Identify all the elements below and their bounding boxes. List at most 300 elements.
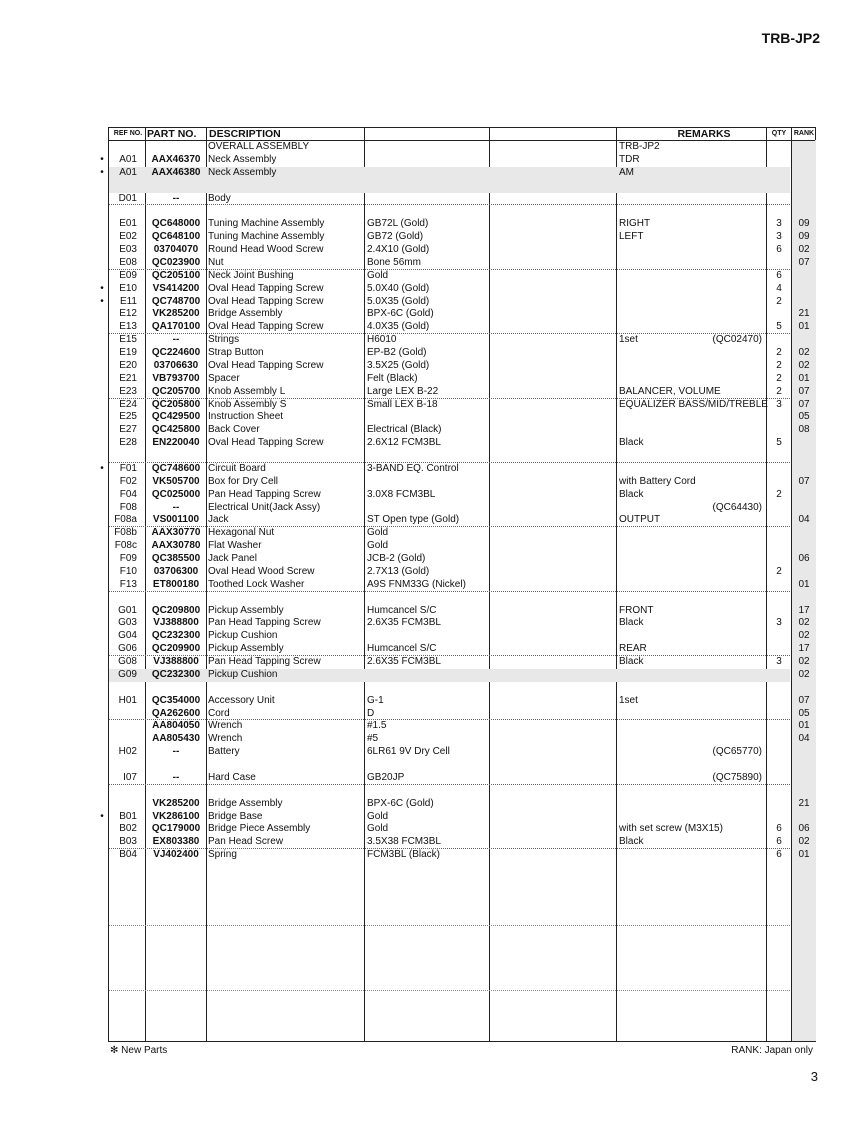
table-row [109, 476, 815, 489]
rank-cell: 06 [798, 553, 810, 564]
header-part-no: PART NO. [147, 128, 197, 140]
part-no-cell: AAX30780 [151, 540, 201, 552]
table-row [109, 823, 815, 836]
new-part-marker: • [100, 810, 104, 822]
ref-no-cell: E02 [119, 231, 137, 243]
ref-no-cell: G06 [118, 643, 137, 655]
part-no-cell: QC209900 [151, 643, 201, 655]
remarks-cell: RIGHT [619, 218, 651, 230]
description-cell: Oval Head Tapping Screw [208, 321, 324, 333]
table-row [109, 218, 815, 231]
part-no-cell: QC648100 [151, 231, 201, 243]
qty-cell: 5 [776, 321, 782, 333]
rank-cell: 17 [798, 604, 810, 616]
ref-no-cell: F10 [119, 565, 137, 577]
spec-cell: #5 [367, 733, 379, 745]
table-row [109, 888, 815, 901]
part-no-cell: QC429500 [151, 411, 201, 423]
description-cell: Pickup Assembly [208, 604, 284, 616]
qty-cell: 2 [776, 359, 782, 371]
part-no-cell: -- [172, 192, 180, 204]
table-row [109, 785, 815, 798]
table-row [109, 141, 815, 154]
spec-cell: JCB-2 (Gold) [367, 553, 426, 564]
spec-cell: Gold [367, 823, 389, 835]
new-part-marker: • [100, 282, 104, 294]
rank-cell: 05 [798, 411, 810, 423]
spec-cell: ST Open type (Gold) [367, 514, 460, 526]
table-row [109, 849, 815, 862]
table-row [109, 257, 815, 270]
table-row [109, 746, 815, 759]
part-no-cell: QA170100 [151, 321, 201, 333]
qty-cell: 6 [776, 836, 782, 848]
description-cell: Wrench [208, 733, 243, 745]
rank-cell: 07 [798, 256, 810, 268]
table-row [109, 527, 815, 540]
spec-cell: GB20JP [367, 771, 405, 783]
table-row [109, 978, 815, 991]
qty-cell: 2 [776, 347, 782, 358]
ref-no-cell: E25 [119, 411, 137, 423]
part-no-cell: ET800180 [152, 578, 200, 590]
part-no-cell: QC748600 [151, 462, 201, 474]
spec-cell: BPX-6C (Gold) [367, 797, 434, 809]
spec-cell: 2.6X12 FCM3BL [367, 437, 441, 449]
remarks-cell: OUTPUT [619, 514, 661, 526]
spec-cell: 3.0X8 FCM3BL [367, 488, 436, 500]
description-cell: Accessory Unit [208, 694, 275, 706]
table-row [109, 386, 815, 399]
table-row [100, 462, 815, 476]
description-cell: Instruction Sheet [208, 411, 284, 423]
part-no-cell: EN220040 [152, 437, 200, 449]
part-no-cell: AAX46380 [151, 166, 201, 178]
table-row [109, 939, 815, 952]
remarks-cell: Black [619, 656, 644, 667]
spec-cell: GB72 (Gold) [367, 231, 424, 243]
spec-cell: Humcancel S/C [367, 643, 437, 655]
description-cell: Nut [208, 256, 224, 268]
part-no-cell: 03706630 [153, 359, 199, 371]
rank-cell: 01 [798, 321, 810, 333]
spec-cell: 4.0X35 (Gold) [367, 321, 430, 333]
description-cell: Pickup Assembly [208, 643, 284, 655]
table-row [109, 321, 815, 334]
remarks-cell: Black [619, 617, 644, 629]
remarks-code-cell: (QC65770) [712, 746, 762, 758]
table-row [109, 437, 815, 450]
remarks-cell: TRB-JP2 [619, 141, 660, 152]
table-row [109, 308, 815, 321]
ref-no-cell: E23 [119, 385, 137, 397]
spec-cell: 3.5X25 (Gold) [367, 359, 430, 371]
part-no-cell: VS414200 [152, 282, 200, 294]
ref-no-cell: B04 [119, 849, 137, 861]
header-ref-no: REF NO. [113, 130, 143, 137]
rank-cell: 02 [798, 668, 810, 680]
rank-cell: 07 [798, 398, 810, 410]
rank-cell: 05 [798, 707, 810, 719]
rank-cell: 02 [798, 347, 810, 358]
spec-cell: 3-BAND EQ. Control [367, 462, 459, 474]
part-no-cell: QC205800 [151, 398, 201, 410]
spec-cell: 2.6X35 FCM3BL [367, 656, 441, 667]
part-no-cell: VJ388800 [153, 656, 199, 667]
ref-no-cell: F04 [119, 488, 137, 500]
rank-cell: 07 [798, 385, 810, 397]
rank-cell: 02 [798, 656, 810, 667]
ref-no-cell: A01 [119, 166, 137, 178]
remarks-cell: REAR [619, 643, 647, 655]
ref-no-cell: F08 [119, 501, 137, 513]
remarks-cell: 1set [619, 334, 638, 346]
rank-cell: 21 [798, 308, 810, 320]
description-cell: Oval Head Tapping Screw [208, 437, 324, 449]
table-row [109, 579, 815, 592]
qty-cell: 4 [776, 282, 782, 294]
new-part-marker: • [100, 166, 104, 178]
table-row [109, 643, 815, 656]
part-no-cell: EX803380 [152, 836, 200, 848]
ref-no-cell: F08c [114, 540, 137, 552]
header-rank: RANK [793, 130, 815, 137]
spec-cell: Gold [367, 810, 389, 822]
spec-cell: GB72L (Gold) [367, 218, 429, 230]
ref-no-cell: F08b [114, 527, 137, 539]
description-cell: Oval Head Wood Screw [208, 565, 315, 577]
description-cell: Oval Head Tapping Screw [208, 359, 324, 371]
rank-note: RANK: Japan only [731, 1045, 813, 1056]
description-cell: Box for Dry Cell [208, 475, 279, 487]
spec-cell: Felt (Black) [367, 372, 418, 384]
ref-no-cell: E08 [119, 256, 137, 268]
ref-no-cell: H01 [118, 694, 137, 706]
table-row [109, 656, 815, 669]
part-no-cell: QC205100 [151, 269, 201, 281]
part-no-cell: VS001100 [152, 514, 200, 526]
table-row [109, 502, 815, 515]
rank-cell: 07 [798, 475, 810, 487]
rank-cell: 17 [798, 643, 810, 655]
spec-cell: Electrical (Black) [367, 424, 442, 436]
table-row [109, 450, 815, 463]
ref-no-cell: H02 [118, 746, 137, 758]
description-cell: Jack Panel [208, 553, 257, 564]
table-row [109, 668, 810, 682]
description-cell: Pickup Cushion [208, 630, 278, 642]
ref-no-cell: E12 [119, 308, 137, 320]
description-cell: Strings [208, 334, 240, 346]
table-header [109, 128, 815, 141]
ref-no-cell: E13 [119, 321, 137, 333]
spec-cell: FCM3BL (Black) [367, 849, 440, 861]
description-cell: Neck Assembly [208, 153, 277, 165]
description-cell: Spacer [208, 372, 240, 384]
table-row [109, 862, 815, 875]
new-part-marker: • [100, 462, 104, 474]
remarks-cell: FRONT [619, 604, 654, 616]
ref-no-cell: E01 [119, 218, 137, 230]
ref-no-cell: I07 [123, 771, 137, 783]
ref-no-cell: E15 [119, 334, 137, 346]
ref-no-cell: E20 [119, 359, 137, 371]
spec-cell: Bone 56mm [367, 256, 421, 268]
qty-cell: 2 [776, 488, 782, 500]
table-row [100, 295, 815, 309]
table-row [109, 875, 815, 888]
part-no-cell: 03706300 [153, 565, 199, 577]
qty-cell: 3 [776, 231, 782, 243]
remarks-cell: EQUALIZER BASS/MID/TREBLE [619, 398, 768, 410]
part-no-cell: QA262600 [151, 707, 201, 719]
ref-no-cell: E21 [119, 372, 137, 384]
description-cell: Pan Head Tapping Screw [208, 656, 321, 667]
ref-no-cell: B02 [119, 823, 137, 835]
table-row [109, 566, 815, 579]
remarks-cell: Black [619, 488, 644, 500]
spec-cell: D [367, 707, 375, 719]
qty-cell: 3 [776, 398, 782, 410]
part-no-cell: QC023900 [151, 256, 201, 268]
ref-no-cell: D01 [118, 192, 137, 204]
spec-cell: BPX-6C (Gold) [367, 308, 434, 320]
part-no-cell: VK285200 [152, 308, 200, 320]
table-row [109, 720, 815, 733]
qty-cell: 2 [776, 565, 782, 577]
table-row [109, 424, 815, 437]
description-cell: Neck Joint Bushing [208, 269, 294, 281]
qty-cell: 2 [776, 385, 782, 397]
ref-no-cell: E19 [119, 347, 137, 358]
part-no-cell: QC025000 [151, 488, 201, 500]
description-cell: Jack [208, 514, 229, 526]
spec-cell: 2.6X35 FCM3BL [367, 617, 441, 629]
table-row [109, 630, 815, 643]
spec-cell: 5.0X35 (Gold) [367, 295, 430, 307]
qty-cell: 2 [776, 372, 782, 384]
spec-cell: Small LEX B-18 [367, 398, 438, 410]
ref-no-cell: G01 [118, 604, 137, 616]
table-row [109, 772, 815, 785]
description-cell: OVERALL ASSEMBLY [208, 141, 310, 152]
spec-cell: 5.0X40 (Gold) [367, 282, 430, 294]
part-no-cell: QC179000 [151, 823, 201, 835]
table-row [109, 553, 815, 566]
part-no-cell: VK505700 [152, 475, 200, 487]
spec-cell: Gold [367, 269, 389, 281]
qty-cell: 5 [776, 437, 782, 449]
spec-cell: 2.7X13 (Gold) [367, 565, 430, 577]
description-cell: Tuning Machine Assembly [208, 231, 325, 243]
description-cell: Cord [208, 707, 230, 719]
qty-cell: 3 [776, 617, 782, 629]
spec-cell: 2.4X10 (Gold) [367, 244, 430, 255]
part-no-cell: QC648000 [151, 218, 201, 230]
part-no-cell: QC205700 [151, 385, 201, 397]
rank-cell: 02 [798, 244, 810, 255]
ref-no-cell: E10 [119, 282, 137, 294]
description-cell: Pan Head Tapping Screw [208, 488, 321, 500]
table-row [109, 347, 815, 360]
ref-no-cell: G08 [118, 656, 137, 667]
part-no-cell: VB793700 [152, 372, 200, 384]
rank-cell: 06 [798, 823, 810, 835]
table-row [109, 360, 815, 373]
table-row [109, 914, 815, 927]
remarks-cell: Black [619, 836, 644, 848]
remarks-cell: with set screw (M3X15) [619, 823, 723, 835]
part-no-cell: QC232300 [151, 668, 201, 680]
ref-no-cell: E03 [119, 244, 137, 255]
part-no-cell: -- [172, 334, 180, 346]
part-no-cell: QC224600 [151, 347, 201, 358]
spec-cell: Gold [367, 540, 389, 552]
table-row [109, 205, 815, 218]
table-row [109, 836, 815, 849]
description-cell: Battery [208, 746, 240, 758]
part-no-cell: QC425800 [151, 424, 201, 436]
qty-cell: 6 [776, 823, 782, 835]
ref-no-cell: B01 [119, 810, 137, 822]
remarks-cell: with Battery Cord [619, 475, 696, 487]
part-no-cell: 03704070 [153, 244, 199, 255]
description-cell: Neck Assembly [208, 166, 277, 178]
description-cell: Circuit Board [208, 462, 266, 474]
ref-no-cell: F02 [119, 475, 137, 487]
ref-no-cell: E24 [119, 398, 137, 410]
header-qty: QTY [771, 130, 787, 137]
description-cell: Oval Head Tapping Screw [208, 282, 324, 294]
remarks-code-cell: (QC75890) [712, 771, 762, 783]
description-cell: Hard Case [208, 771, 256, 783]
spec-cell: A9S FNM33G (Nickel) [367, 578, 466, 590]
qty-cell: 3 [776, 656, 782, 667]
ref-no-cell: F01 [119, 462, 137, 474]
description-cell: Strap Button [208, 347, 264, 358]
table-row [109, 399, 815, 412]
description-cell: Hexagonal Nut [208, 527, 275, 539]
part-no-cell: -- [172, 501, 180, 513]
remarks-cell: BALANCER, VOLUME [619, 385, 721, 397]
ref-no-cell: F13 [119, 578, 137, 590]
part-no-cell: VJ388800 [153, 617, 199, 629]
part-no-cell: QC232300 [151, 630, 201, 642]
rank-cell: 02 [798, 359, 810, 371]
description-cell: Round Head Wood Screw [208, 244, 324, 255]
table-row [109, 926, 815, 939]
ref-no-cell: A01 [119, 153, 137, 165]
table-row [109, 695, 815, 708]
rank-cell: 09 [798, 218, 810, 230]
spec-cell: Gold [367, 527, 389, 539]
part-no-cell: -- [172, 771, 180, 783]
description-cell: Bridge Piece Assembly [208, 823, 311, 835]
table-row [109, 411, 815, 424]
description-cell: Pan Head Tapping Screw [208, 617, 321, 629]
description-cell: Pickup Cushion [208, 668, 278, 680]
rank-cell: 04 [798, 514, 810, 526]
table-row [109, 244, 815, 257]
part-no-cell: AA804050 [152, 720, 200, 732]
part-no-cell: AAX30770 [151, 527, 201, 539]
description-cell: Body [208, 192, 231, 204]
part-no-cell: QC748700 [151, 295, 201, 307]
rank-cell: 01 [798, 372, 810, 384]
ref-no-cell: G04 [118, 630, 137, 642]
description-cell: Bridge Base [208, 810, 263, 822]
description-cell: Back Cover [208, 424, 260, 436]
table-row [109, 592, 815, 605]
page-number: 3 [810, 1069, 818, 1084]
table-row [100, 810, 815, 824]
ref-no-cell: G03 [118, 617, 137, 629]
table-row [109, 759, 815, 772]
description-cell: Electrical Unit(Jack Assy) [208, 501, 321, 513]
table-row [100, 166, 790, 180]
description-cell: Oval Head Tapping Screw [208, 295, 324, 307]
table-row [109, 540, 815, 553]
ref-no-cell: E09 [119, 269, 137, 281]
table-row [109, 952, 815, 965]
table-row [109, 270, 815, 283]
remarks-cell: Black [619, 437, 644, 449]
table-row [109, 514, 815, 527]
table-row [109, 708, 815, 721]
description-cell: Bridge Assembly [208, 308, 283, 320]
table-row [100, 153, 815, 167]
remarks-code-cell: (QC02470) [712, 334, 762, 346]
rank-cell: 01 [798, 849, 810, 861]
spec-cell: H6010 [367, 334, 397, 346]
part-no-cell: QC385500 [151, 553, 201, 564]
description-cell: Knob Assembly S [208, 398, 287, 410]
table-row [109, 231, 815, 244]
rank-cell: 09 [798, 231, 810, 243]
qty-cell: 6 [776, 269, 782, 281]
part-no-cell: VK285200 [152, 797, 200, 809]
table-row [109, 798, 815, 811]
parts-table [100, 127, 816, 1042]
part-no-cell: QC354000 [151, 694, 201, 706]
spec-cell: EP-B2 (Gold) [367, 347, 427, 358]
description-cell: Toothed Lock Washer [208, 578, 305, 590]
remarks-code-cell: (QC64430) [712, 501, 762, 513]
part-no-cell: VJ402400 [153, 849, 199, 861]
header-remarks: REMARKS [677, 128, 731, 140]
new-part-marker: • [100, 153, 104, 165]
spec-cell: #1.5 [367, 720, 387, 732]
description-cell: Tuning Machine Assembly [208, 218, 325, 230]
rank-cell: 08 [798, 424, 810, 436]
spec-cell: 3.5X38 FCM3BL [367, 836, 441, 848]
description-cell: Pan Head Screw [208, 836, 284, 848]
part-no-cell: VK286100 [152, 810, 200, 822]
new-part-marker: • [100, 295, 104, 307]
ref-no-cell: E28 [119, 437, 137, 449]
table-row [109, 180, 790, 193]
table-row [109, 489, 815, 502]
table-body [100, 141, 815, 991]
description-cell: Bridge Assembly [208, 797, 283, 809]
table-row [109, 605, 815, 618]
part-no-cell: AAX46370 [151, 153, 201, 165]
rank-cell: 21 [798, 797, 810, 809]
spec-cell: 6LR61 9V Dry Cell [367, 746, 450, 758]
part-no-cell: -- [172, 746, 180, 758]
description-cell: Spring [208, 849, 237, 861]
table-row [109, 193, 815, 206]
